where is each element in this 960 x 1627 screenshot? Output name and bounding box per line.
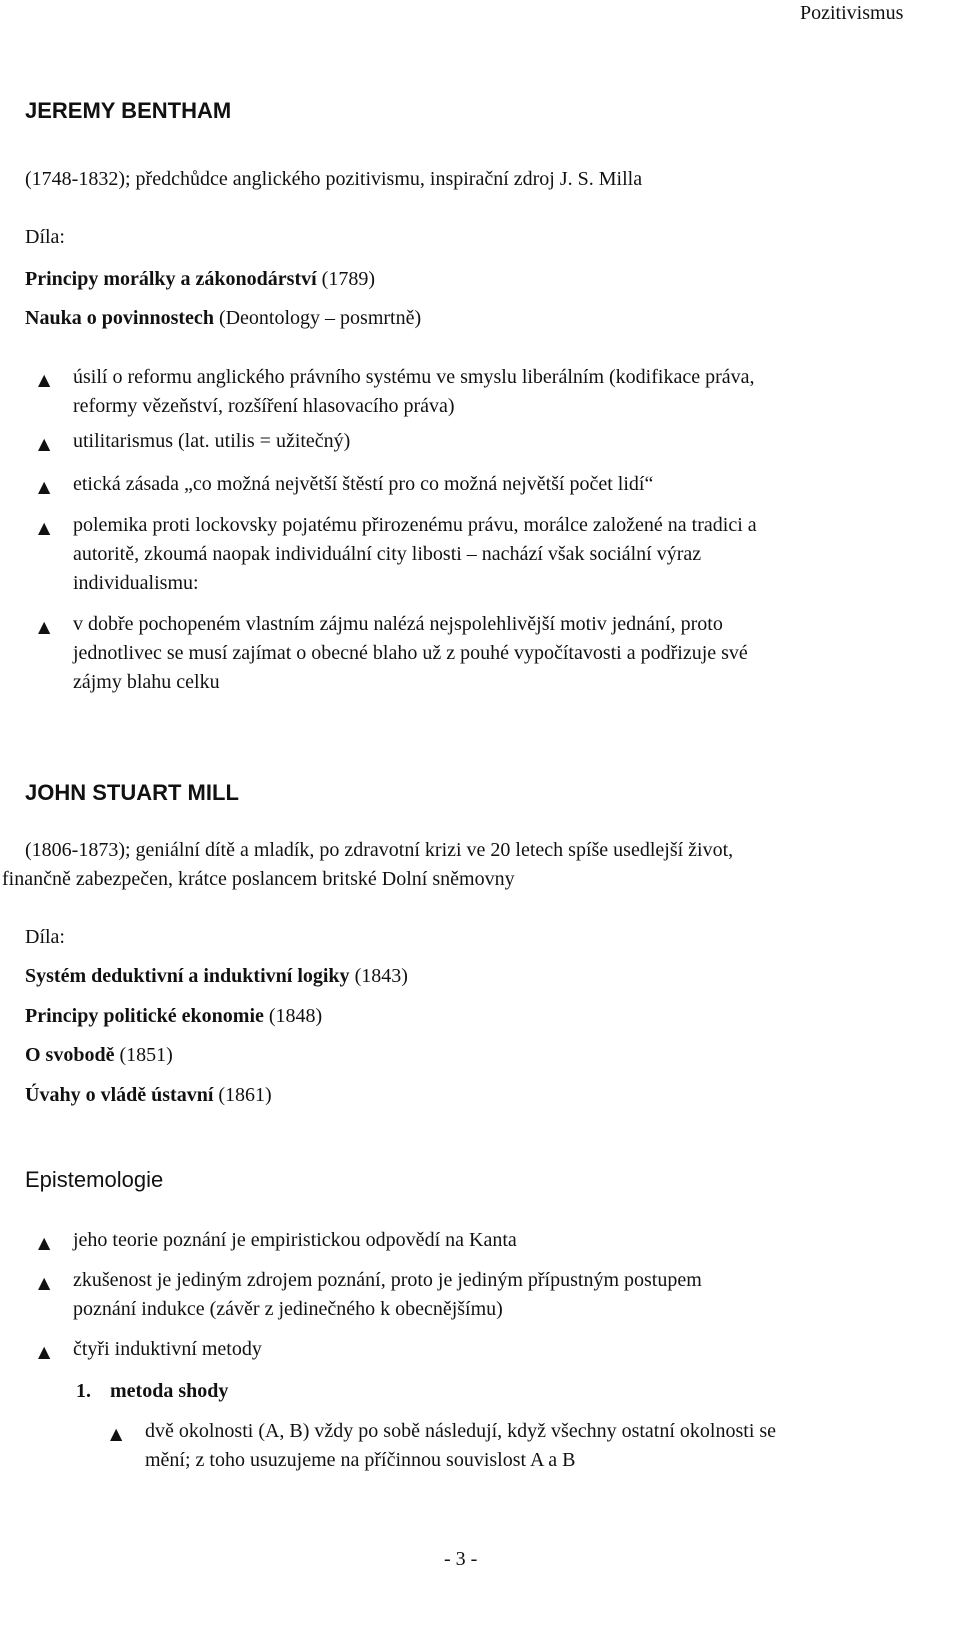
- method-number: 1.: [76, 1380, 91, 1402]
- list-item-line: zájmy blahu celku: [73, 671, 220, 693]
- work-title: Nauka o povinnostech: [25, 307, 214, 329]
- triangle-bullet-icon: ▲: [38, 1342, 51, 1361]
- work-title: O svobodě: [25, 1044, 115, 1066]
- running-header: Pozitivismus: [800, 2, 904, 24]
- list-item-line: polemika proti lockovsky pojatému přirozenému právu, morálce založené na tradici a: [73, 514, 757, 536]
- list-item-line: zkušenost je jediným zdrojem poznání, proto je jediným přípustným postupem: [73, 1269, 702, 1291]
- triangle-bullet-icon: ▲: [38, 518, 51, 537]
- list-item-line: jeho teorie poznání je empiristickou odpovědí na Kanta: [73, 1229, 517, 1251]
- list-item-line: individualismu:: [73, 572, 199, 594]
- page-number: - 3 -: [444, 1548, 478, 1570]
- work-title: Principy morálky a zákonodárství: [25, 268, 317, 290]
- list-item-line: úsilí o reformu anglického právního systému ve smyslu liberálním (kodifikace práva,: [73, 366, 755, 388]
- mill-work-item: [25, 1084, 272, 1107]
- bentham-intro: (1748-1832); předchůdce anglického pozitivismu, inspirační zdroj J. S. Milla: [25, 168, 643, 190]
- triangle-bullet-icon: ▲: [38, 617, 51, 636]
- list-item-line: etická zásada „co možná největší štěstí pro co možná největší počet lidí“: [73, 473, 654, 495]
- work-note: (1843): [349, 965, 408, 987]
- work-note: (1851): [114, 1044, 173, 1066]
- section-heading-mill: JOHN STUART MILL: [25, 780, 239, 805]
- triangle-bullet-icon: ▲: [38, 1273, 51, 1292]
- triangle-bullet-icon: ▲: [38, 1233, 51, 1252]
- bentham-work-item: [25, 307, 421, 330]
- work-note: (Deontology – posmrtně): [213, 307, 422, 329]
- list-item-line: v dobře pochopeném vlastním zájmu nalézá nejspolehlivější motiv jednání, proto: [73, 613, 723, 635]
- work-note: (1789): [316, 268, 375, 290]
- list-item-line: autoritě, zkoumá naopak individuální city libosti – nachází však sociální výraz: [73, 543, 702, 565]
- mill-work-item: [25, 965, 408, 988]
- section-heading-epistemology: Epistemologie: [25, 1167, 164, 1192]
- triangle-bullet-icon: ▲: [110, 1424, 123, 1443]
- bentham-work-item: [25, 268, 375, 291]
- work-title: Principy politické ekonomie: [25, 1005, 264, 1027]
- triangle-bullet-icon: ▲: [38, 370, 51, 389]
- list-item-line: mění; z toho usuzujeme na příčinnou souvislost A a B: [145, 1449, 576, 1471]
- mill-work-item: [25, 1005, 322, 1028]
- work-note: (1848): [263, 1005, 323, 1027]
- triangle-bullet-icon: ▲: [38, 477, 51, 496]
- triangle-bullet-icon: ▲: [38, 434, 51, 453]
- list-item-line: utilitarismus (lat. utilis = užitečný): [73, 430, 351, 452]
- mill-intro-line: finančně zabezpečen, krátce poslancem britské Dolní sněmovny: [2, 868, 515, 890]
- section-heading-bentham: JEREMY BENTHAM: [25, 98, 232, 123]
- method-title: metoda shody: [110, 1380, 229, 1402]
- list-item-line: jednotlivec se musí zajímat o obecné blaho už z pouhé vypočítavosti a podřizuje své: [73, 642, 748, 664]
- mill-works-label: Díla:: [25, 926, 65, 948]
- mill-work-item: [25, 1044, 173, 1067]
- bentham-works-label: Díla:: [25, 226, 65, 248]
- work-note: (1861): [213, 1084, 272, 1106]
- mill-intro-line: (1806-1873); geniální dítě a mladík, po zdravotní krizi ve 20 letech spíše usedlejší život,: [25, 839, 734, 861]
- list-item-line: reformy vězeňství, rozšíření hlasovacího práva): [73, 395, 455, 417]
- work-title: Úvahy o vládě ústavní: [25, 1084, 214, 1106]
- list-item-line: dvě okolnosti (A, B) vždy po sobě následují, když všechny ostatní okolnosti se: [145, 1420, 777, 1442]
- list-item-line: poznání indukce (závěr z jedinečného k obecnějšímu): [73, 1298, 503, 1320]
- work-title: Systém deduktivní a induktivní logiky: [25, 965, 350, 987]
- list-item-line: čtyři induktivní metody: [73, 1338, 262, 1360]
